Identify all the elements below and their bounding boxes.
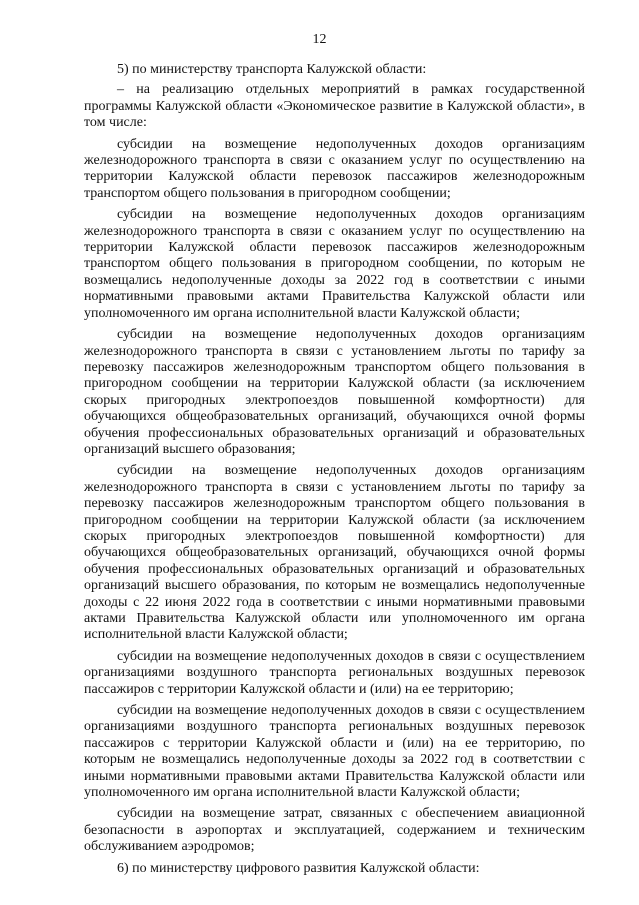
paragraph-rail-subsidy: субсидии на возмещение недополученных доходов организациям железнодорожного транспорта в связи с оказанием услуг по осуществлению на территории Калужской области перевозок пассажиров железнодорожным транспортом общего пользования в пригородном сообщении;	[84, 136, 585, 201]
paragraph-air-subsidy: субсидии на возмещение недополученных доходов в связи с осуществлением организациями воздушного транспорта региональных воздушных перевозок пассажиров с территории Калужской области и (или) на ее территорию;	[84, 648, 585, 697]
paragraph-rail-benefit-subsidy-2022: субсидии на возмещение недополученных доходов организациям железнодорожного транспорта в связи с установлением льготы по тарифу за перевозку пассажиров железнодорожным транспортом общего пользования в пригородном сообщении на территории Калужской области (за исключением скорых пригородных электропоездов повышенной комфортности) для обучающихся общеобразовательных организаций, обучающихся очной формы обучения профессиональных образовательных организаций и образовательных организаций высшего образования, по которым не возмещались недополученные доходы с 22 июня 2022 года в соответствии с иными нормативными правовыми актами Правительства Калужской области или уполномоченного им органа исполнительной власти Калужской области;	[84, 463, 585, 643]
paragraph-aviation-security: субсидии на возмещение затрат, связанных с обеспечением авиационной безопасности в аэропортах и эксплуатацией, содержанием и техническим обслуживанием аэродромов;	[84, 806, 585, 855]
document-body	[84, 62, 585, 882]
section-heading-ministry-digital: 6) по министерству цифрового развития Калужской области:	[117, 860, 480, 876]
paragraph-air-subsidy-2022: субсидии на возмещение недополученных доходов в связи с осуществлением организациями воздушного транспорта региональных воздушных перевозок пассажиров с территории Калужской области и (или) на ее территорию, по которым не возмещались недополученные доходы за 2022 год в соответствии с иными нормативными правовыми актами Правительства Калужской области или уполномоченного им органа исполнительной власти Калужской области;	[84, 703, 585, 801]
section-heading-ministry-transport: 5) по министерству транспорта Калужской области:	[117, 62, 427, 77]
paragraph-program-measures: – на реализацию отдельных мероприятий в рамках государственной программы Калужской области «Экономическое развитие в Калужской области», в том числе:	[84, 82, 585, 131]
paragraph-rail-subsidy-2022: субсидии на возмещение недополученных доходов организациям железнодорожного транспорта в связи с оказанием услуг по осуществлению на территории Калужской области перевозок пассажиров железнодорожным транспортом общего пользования в пригородном сообщении, по которым не возмещались недополученные доходы за 2022 год в соответствии с иными нормативными правовыми актами Правительства Калужской области или уполномоченного им органа исполнительной власти Калужской области;	[84, 207, 585, 321]
paragraph-rail-benefit-subsidy: субсидии на возмещение недополученных доходов организациям железнодорожного транспорта в связи с установлением льготы по тарифу за перевозку пассажиров железнодорожным транспортом общего пользования в пригородном сообщении на территории Калужской области (за исключением скорых пригородных электропоездов повышенной комфортности) для обучающихся общеобразовательных организаций, обучающихся очной формы обучения профессиональных образовательных организаций и образовательных организаций высшего образования;	[84, 327, 585, 457]
page-number: 12	[312, 32, 327, 47]
